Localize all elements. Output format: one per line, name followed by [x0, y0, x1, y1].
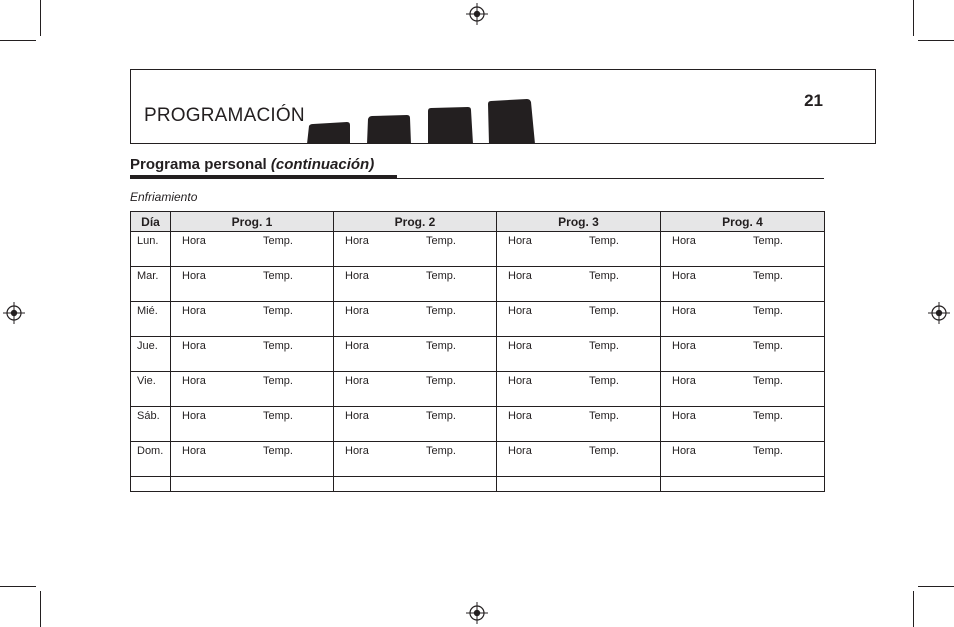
- prog-4-cell: [661, 232, 825, 267]
- hora-label: Hora: [508, 235, 532, 247]
- day-cell: Lun.: [131, 232, 171, 267]
- prog-2-cell: [334, 442, 497, 477]
- temp-label: Temp.: [426, 235, 456, 247]
- section-title-suffix: (continuación): [270, 156, 375, 173]
- crop-mark: [0, 40, 36, 41]
- prog-4-cell: [661, 407, 825, 442]
- temp-label: Temp.: [753, 305, 783, 317]
- prog-1-cell: [171, 232, 334, 267]
- schedule-table: [130, 211, 825, 492]
- prog-3-cell: [497, 302, 661, 337]
- registration-mark-icon: [928, 302, 950, 324]
- hora-label: Hora: [345, 445, 369, 457]
- day-cell: Vie.: [131, 372, 171, 407]
- page-header: [130, 69, 876, 144]
- hora-label: Hora: [345, 235, 369, 247]
- hora-label: Hora: [345, 375, 369, 387]
- hora-label: Hora: [672, 445, 696, 457]
- prog-4-cell: [661, 337, 825, 372]
- temp-label: Temp.: [753, 270, 783, 282]
- empty-cell: [171, 477, 334, 492]
- prog-3-cell: [497, 442, 661, 477]
- crop-mark: [918, 586, 954, 587]
- prog-3-cell: [497, 337, 661, 372]
- column-header-prog-4: Prog. 4: [661, 212, 825, 232]
- hora-label: Hora: [508, 270, 532, 282]
- hora-label: Hora: [672, 305, 696, 317]
- temp-label: Temp.: [426, 270, 456, 282]
- hora-label: Hora: [182, 305, 206, 317]
- table-row: [131, 372, 825, 407]
- hora-label: Hora: [508, 305, 532, 317]
- prog-4-cell: [661, 372, 825, 407]
- hora-label: Hora: [508, 410, 532, 422]
- temp-label: Temp.: [753, 235, 783, 247]
- schedule-body: [131, 232, 825, 492]
- prog-1-cell: [171, 337, 334, 372]
- empty-cell: [497, 477, 661, 492]
- page-number: 21: [804, 91, 823, 110]
- hora-label: Hora: [672, 270, 696, 282]
- temp-label: Temp.: [589, 270, 619, 282]
- hora-label: Hora: [508, 375, 532, 387]
- temp-label: Temp.: [589, 305, 619, 317]
- prog-2-cell: [334, 407, 497, 442]
- day-cell: Mar.: [131, 267, 171, 302]
- empty-cell: [661, 477, 825, 492]
- prog-2-cell: [334, 302, 497, 337]
- temp-label: Temp.: [589, 340, 619, 352]
- temp-label: Temp.: [263, 375, 293, 387]
- day-cell: Sáb.: [131, 407, 171, 442]
- prog-4-cell: [661, 442, 825, 477]
- temp-label: Temp.: [263, 305, 293, 317]
- section-title: [130, 156, 374, 173]
- temp-label: Temp.: [263, 445, 293, 457]
- empty-cell: [131, 477, 171, 492]
- hora-label: Hora: [672, 375, 696, 387]
- hora-label: Hora: [182, 445, 206, 457]
- prog-1-cell: [171, 442, 334, 477]
- temp-label: Temp.: [263, 235, 293, 247]
- crop-mark: [40, 591, 41, 627]
- prog-3-cell: [497, 407, 661, 442]
- hora-label: Hora: [508, 340, 532, 352]
- crop-mark: [918, 40, 954, 41]
- column-header-prog-1: Prog. 1: [171, 212, 334, 232]
- empty-row: [131, 477, 825, 492]
- temp-label: Temp.: [426, 375, 456, 387]
- temp-label: Temp.: [753, 375, 783, 387]
- temp-label: Temp.: [426, 305, 456, 317]
- hora-label: Hora: [345, 340, 369, 352]
- subtitle: Enfriamiento: [130, 190, 198, 204]
- day-cell: Jue.: [131, 337, 171, 372]
- temp-label: Temp.: [753, 340, 783, 352]
- temp-label: Temp.: [753, 410, 783, 422]
- crop-mark: [913, 0, 914, 36]
- registration-mark-icon: [466, 3, 488, 25]
- temp-label: Temp.: [753, 445, 783, 457]
- day-cell: Mié.: [131, 302, 171, 337]
- hora-label: Hora: [345, 410, 369, 422]
- column-header-prog-3: Prog. 3: [497, 212, 661, 232]
- temp-label: Temp.: [426, 410, 456, 422]
- table-row: [131, 267, 825, 302]
- temp-label: Temp.: [589, 445, 619, 457]
- temp-label: Temp.: [426, 340, 456, 352]
- hora-label: Hora: [672, 235, 696, 247]
- column-header-prog-2: Prog. 2: [334, 212, 497, 232]
- prog-1-cell: [171, 372, 334, 407]
- prog-1-cell: [171, 302, 334, 337]
- hora-label: Hora: [508, 445, 532, 457]
- hora-label: Hora: [672, 340, 696, 352]
- table-row: [131, 232, 825, 267]
- temp-label: Temp.: [263, 270, 293, 282]
- section-divider: [130, 178, 824, 179]
- hora-label: Hora: [182, 375, 206, 387]
- table-row: [131, 407, 825, 442]
- hora-label: Hora: [182, 235, 206, 247]
- crop-mark: [40, 0, 41, 36]
- registration-mark-icon: [466, 602, 488, 624]
- temp-label: Temp.: [426, 445, 456, 457]
- hora-label: Hora: [345, 305, 369, 317]
- hora-label: Hora: [182, 340, 206, 352]
- empty-cell: [334, 477, 497, 492]
- crop-mark: [913, 591, 914, 627]
- temp-label: Temp.: [263, 340, 293, 352]
- prog-4-cell: [661, 302, 825, 337]
- day-cell: Dom.: [131, 442, 171, 477]
- temp-label: Temp.: [263, 410, 293, 422]
- temp-label: Temp.: [589, 235, 619, 247]
- section-title-main: Programa personal: [130, 156, 267, 173]
- prog-2-cell: [334, 267, 497, 302]
- hora-label: Hora: [345, 270, 369, 282]
- temp-label: Temp.: [589, 375, 619, 387]
- prog-2-cell: [334, 232, 497, 267]
- table-row: [131, 302, 825, 337]
- prog-3-cell: [497, 232, 661, 267]
- chapter-title: PROGRAMACIÓN: [144, 105, 305, 126]
- table-row: [131, 442, 825, 477]
- prog-3-cell: [497, 267, 661, 302]
- column-header-day: Día: [131, 212, 171, 232]
- prog-2-cell: [334, 337, 497, 372]
- hora-label: Hora: [672, 410, 696, 422]
- prog-2-cell: [334, 372, 497, 407]
- hora-label: Hora: [182, 410, 206, 422]
- prog-1-cell: [171, 267, 334, 302]
- crop-mark: [0, 586, 36, 587]
- prog-4-cell: [661, 267, 825, 302]
- temp-label: Temp.: [589, 410, 619, 422]
- prog-3-cell: [497, 372, 661, 407]
- prog-1-cell: [171, 407, 334, 442]
- registration-mark-icon: [3, 302, 25, 324]
- table-row: [131, 337, 825, 372]
- table-header-row: [131, 212, 825, 232]
- hora-label: Hora: [182, 270, 206, 282]
